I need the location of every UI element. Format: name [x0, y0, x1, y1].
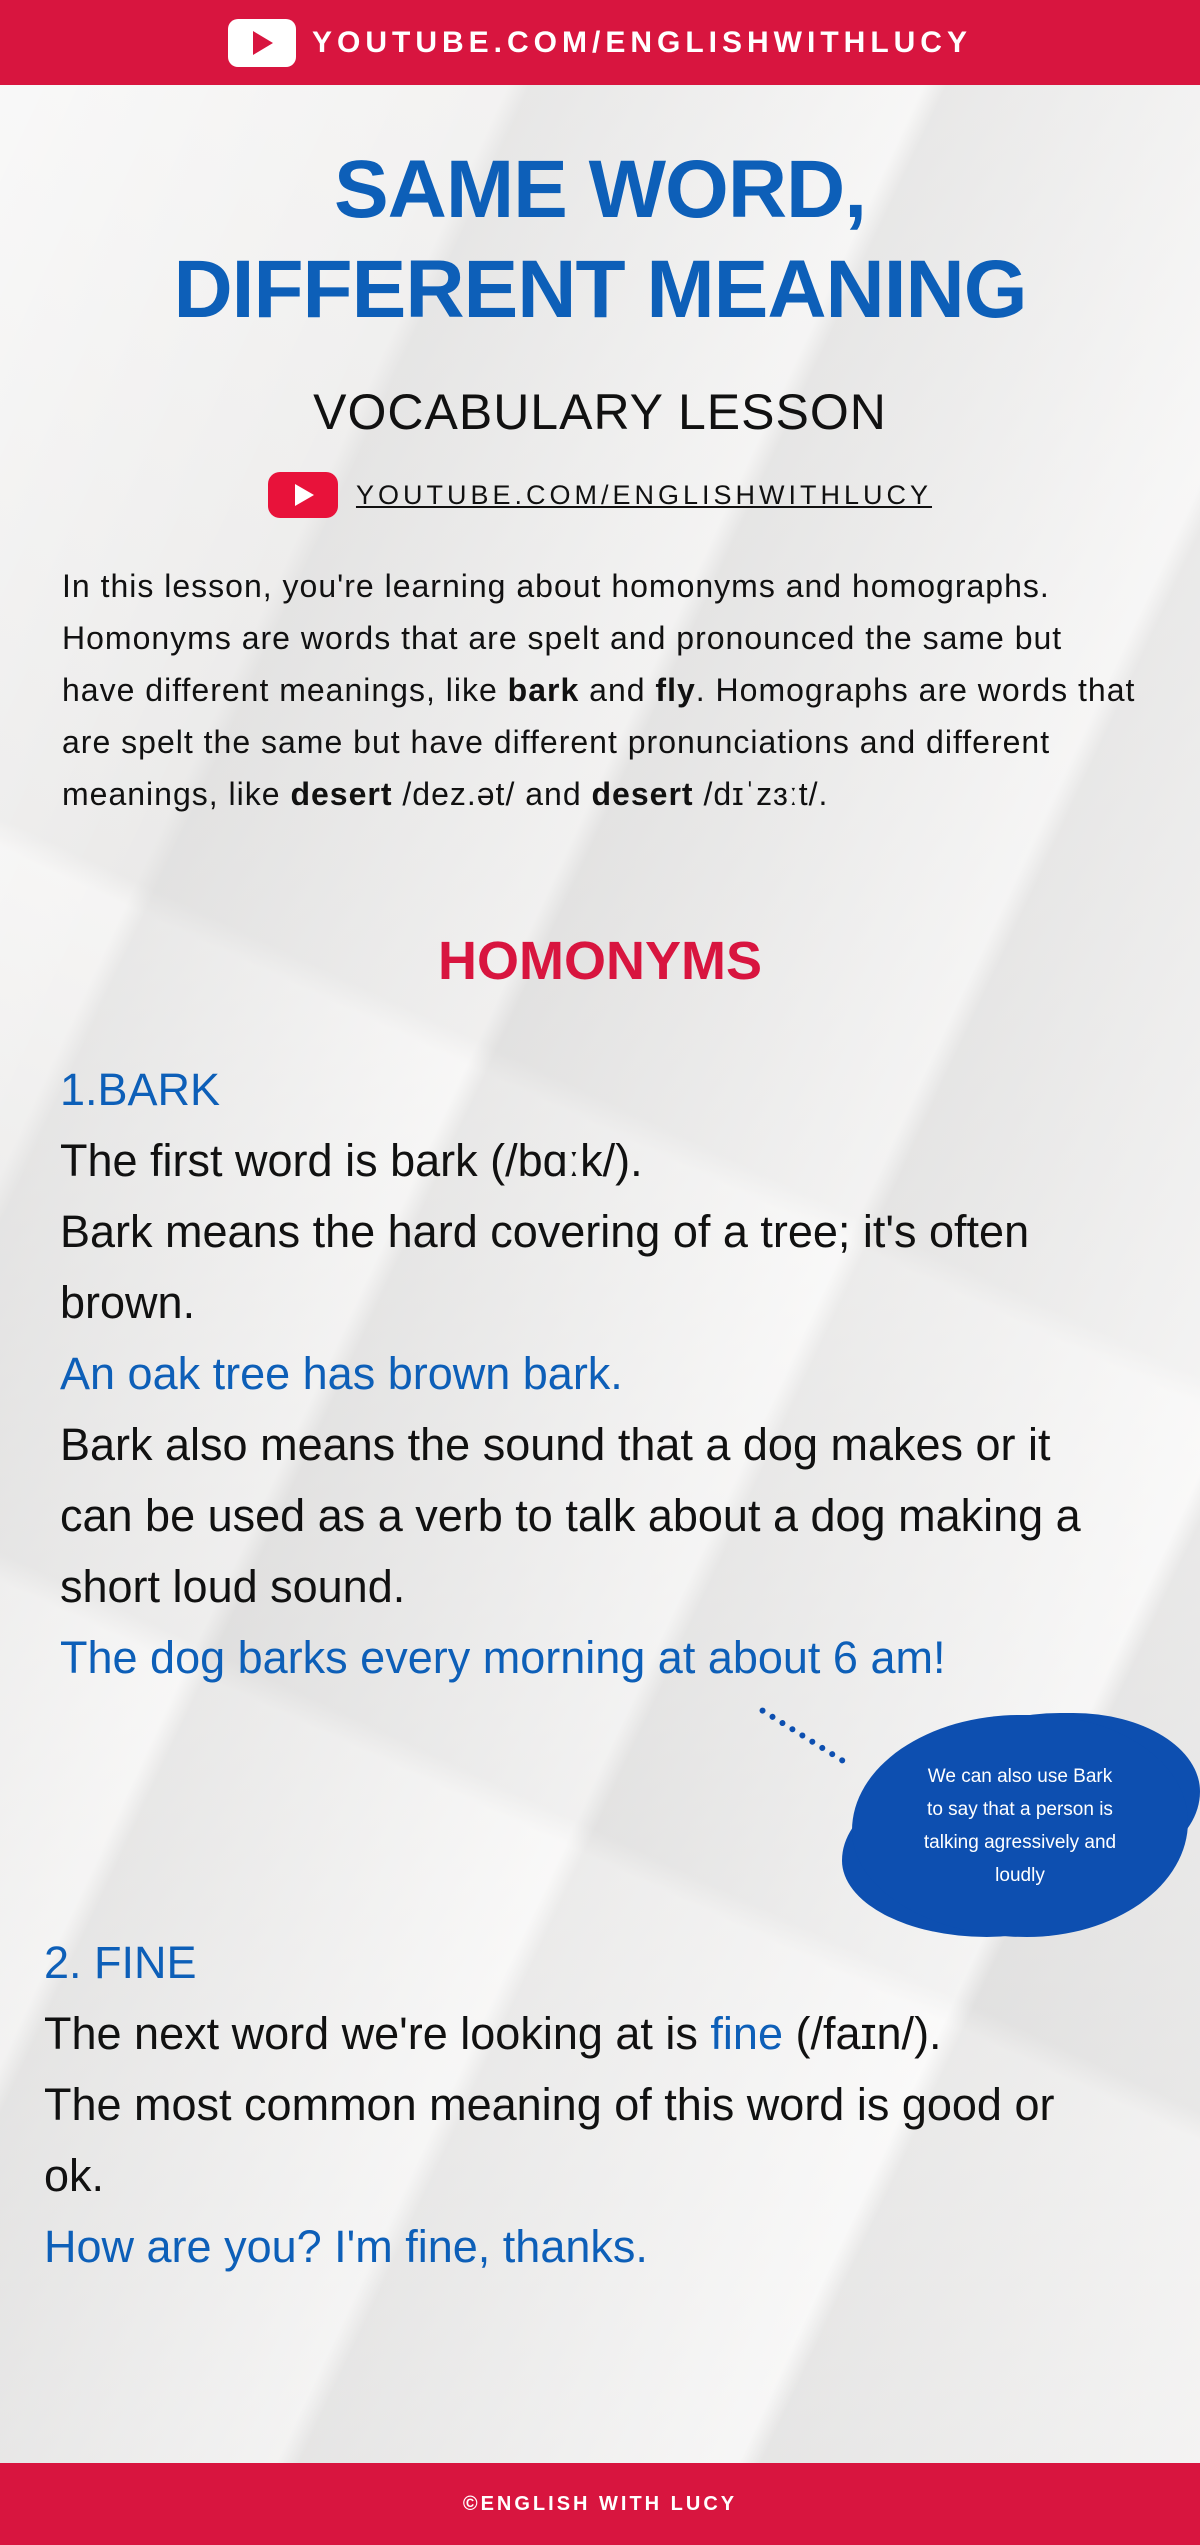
- intro-keyword: desert: [290, 776, 393, 812]
- entry-text: The next word we're looking at is: [44, 2008, 711, 2059]
- entry-line: Bark means the hard covering of a tree; it's often brown.: [60, 1206, 1030, 1328]
- entry-line: Bark also means the sound that a dog makes or it can be used as a verb to talk about a dog making a short loud sound.: [60, 1419, 1081, 1612]
- entry-example: The dog barks every morning at about 6 am!: [60, 1632, 946, 1683]
- page-title-line-1: SAME WORD,: [333, 144, 867, 235]
- intro-keyword: bark: [507, 672, 580, 708]
- intro-text: and: [579, 672, 656, 708]
- intro-paragraph: [62, 560, 1142, 820]
- intro-keyword: fly: [655, 672, 696, 708]
- entry-heading: 2. FINE: [44, 1937, 197, 1988]
- top-banner-url[interactable]: YOUTUBE.COM/ENGLISHWITHLUCY: [312, 25, 972, 59]
- entry-fine: [44, 1927, 1144, 2282]
- entry-keyword: fine: [710, 2008, 783, 2059]
- entry-bark: [60, 1054, 1160, 1693]
- top-banner: [0, 0, 1200, 85]
- note-bubble: [852, 1715, 1188, 1937]
- page-subtitle: VOCABULARY LESSON: [313, 384, 887, 440]
- intro-text: /dɪˈzɜːt/.: [693, 776, 829, 812]
- entry-line: [44, 1998, 1084, 2069]
- entry-line: The most common meaning of this word is good or ok.: [44, 2079, 1055, 2201]
- intro-text: . Homographs are words that are spelt the same but have different pronunciations and different meanings, like: [62, 672, 1136, 812]
- note-bubble-text: We can also use Bark to say that a person is talking agressively and loudly: [923, 1766, 1117, 1886]
- section-heading: HOMONYMS: [438, 931, 762, 991]
- footer-banner: [0, 2463, 1200, 2545]
- footer-copyright: ©ENGLISH WITH LUCY: [462, 2492, 738, 2515]
- entry-pronunciation: (/faɪn/).: [795, 2008, 942, 2059]
- entry-line: The first word is bark (/bɑːk/).: [60, 1135, 643, 1186]
- subtitle-link[interactable]: [0, 472, 1200, 518]
- intro-text: In this lesson, you're learning about homonyms and homographs. Homonyms are words that are spelt and pronounced the same but have different meanings, like: [62, 568, 1063, 708]
- intro-text: /dez.ət/ and: [392, 776, 592, 812]
- entry-example: How are you? I'm fine, thanks.: [44, 2221, 648, 2272]
- youtube-logo-icon: [228, 19, 296, 67]
- subtitle-link-url[interactable]: YOUTUBE.COM/ENGLISHWITHLUCY: [355, 479, 933, 510]
- youtube-logo-icon: [268, 472, 338, 518]
- entry-example: An oak tree has brown bark.: [60, 1348, 623, 1399]
- page-title-line-2: DIFFERENT MEANING: [173, 244, 1027, 335]
- intro-keyword: desert: [591, 776, 694, 812]
- entry-heading: 1.BARK: [60, 1064, 221, 1115]
